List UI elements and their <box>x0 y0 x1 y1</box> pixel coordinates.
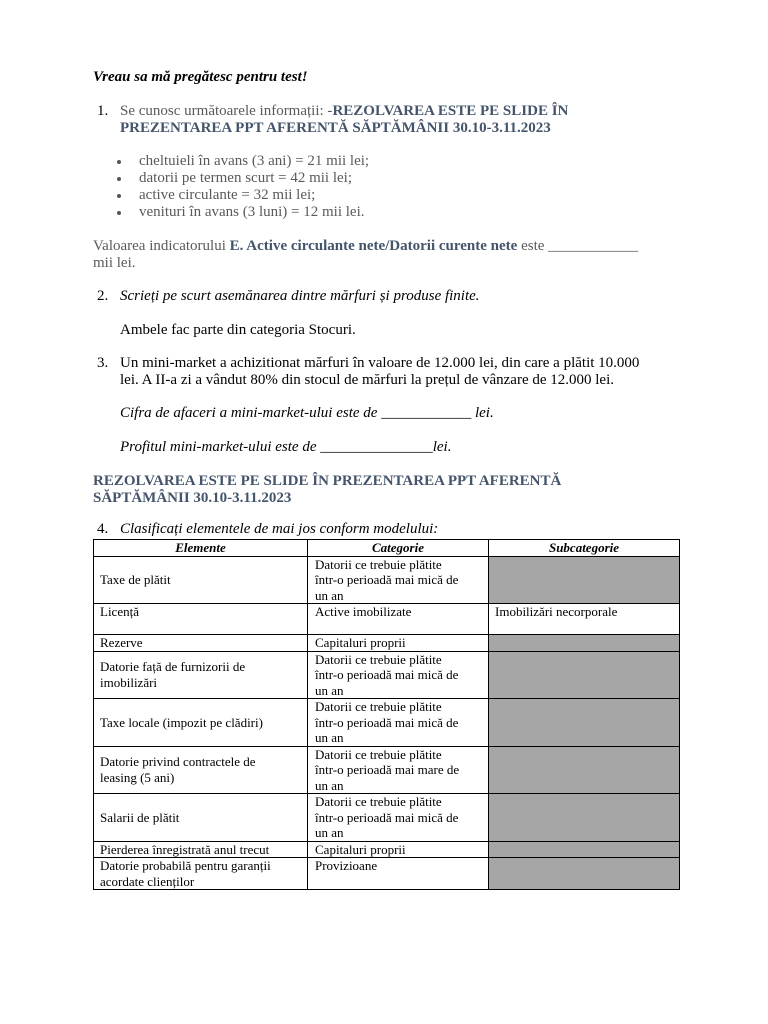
table-row <box>94 794 680 842</box>
bullet-icon <box>117 177 121 181</box>
subcategory-cell <box>489 651 680 699</box>
subcategory-cell <box>489 841 680 858</box>
q3-profit: Profitul mini-market-ului este de _______________lei. <box>120 439 452 455</box>
q1-indicator <box>93 238 638 255</box>
category-cell: Datorii ce trebuie plătite într-o perioadă mai mică de un an <box>308 651 489 699</box>
table-header-row <box>94 540 680 557</box>
q1-indicator-post: este ____________ <box>517 238 639 254</box>
q1-lead: Se cunosc următoarele informații: - <box>120 103 333 119</box>
subcategory-cell <box>489 794 680 842</box>
q1-note-line2: PREZENTAREA PPT AFERENTĂ SĂPTĂMÂNII 30.10-3.11.2023 <box>120 120 551 136</box>
element-cell: Datorie față de furnizorii de imobilizări <box>94 651 308 699</box>
q3-revenue: Cifra de afaceri a mini-market-ului este de ____________ lei. <box>120 405 494 421</box>
header-elemente: Elemente <box>94 540 308 557</box>
subcategory-cell <box>489 699 680 747</box>
table-row <box>94 699 680 747</box>
category-cell: Capitaluri proprii <box>308 841 489 858</box>
table-row <box>94 651 680 699</box>
note2-line1: REZOLVAREA ESTE PE SLIDE ÎN PREZENTAREA PPT AFERENTĂ <box>93 473 562 489</box>
q1-indicator-pre: Valoarea indicatorului <box>93 238 230 254</box>
q4-question: Clasificați elementele de mai jos conform modelului: <box>120 521 439 537</box>
q2-number: 2. <box>97 288 109 304</box>
table-row <box>94 858 680 890</box>
bullet-icon <box>117 160 121 164</box>
subcategory-cell <box>489 746 680 794</box>
element-cell: Datorie probabilă pentru garanții acordate clienților <box>94 858 308 890</box>
intro-heading: Vreau sa mă pregătesc pentru test! <box>93 69 308 85</box>
category-cell: Active imobilizate <box>308 604 489 635</box>
subcategory-cell <box>489 858 680 890</box>
q1-indicator-bold: E. Active circulante nete/Datorii curente nete <box>229 238 518 254</box>
category-cell: Provizioane <box>308 858 489 890</box>
header-categorie: Categorie <box>308 540 489 557</box>
q4-number: 4. <box>97 521 109 537</box>
category-cell: Datorii ce trebuie plătite într-o perioadă mai mare de un an <box>308 746 489 794</box>
bullet-icon <box>117 211 121 215</box>
element-cell: Taxe locale (impozit pe clădiri) <box>94 699 308 747</box>
q3-number: 3. <box>97 355 109 371</box>
bullet-icon <box>117 194 121 198</box>
category-cell: Datorii ce trebuie plătite într-o perioadă mai mică de un an <box>308 794 489 842</box>
note2-line2: SĂPTĂMÂNII 30.10-3.11.2023 <box>93 490 292 506</box>
element-cell: Pierderea înregistrată anul trecut <box>94 841 308 858</box>
q1-indicator-line2: mii lei. <box>93 255 136 271</box>
q2-question: Scrieți pe scurt asemănarea dintre mărfuri și produse finite. <box>120 288 480 304</box>
element-cell: Licență <box>94 604 308 635</box>
category-cell: Datorii ce trebuie plătite într-o perioadă mai mică de un an <box>308 699 489 747</box>
q1-number: 1. <box>97 103 109 119</box>
element-cell: Datorie privind contractele de leasing (5 ani) <box>94 746 308 794</box>
classification-table <box>93 539 680 890</box>
element-cell: Taxe de plătit <box>94 556 308 604</box>
table-row <box>94 604 680 635</box>
q1-line1 <box>120 103 568 120</box>
table-row <box>94 556 680 604</box>
subcategory-cell: Imobilizări necorporale <box>489 604 680 635</box>
subcategory-cell <box>489 635 680 652</box>
q1-bullet-4: venituri în avans (3 luni) = 12 mii lei. <box>139 204 365 220</box>
element-cell: Rezerve <box>94 635 308 652</box>
q2-answer: Ambele fac parte din categoria Stocuri. <box>120 322 356 338</box>
header-subcategorie: Subcategorie <box>489 540 680 557</box>
q1-bullet-2: datorii pe termen scurt = 42 mii lei; <box>139 170 352 186</box>
table-row <box>94 841 680 858</box>
element-cell: Salarii de plătit <box>94 794 308 842</box>
q3-line1: Un mini-market a achizitionat mărfuri în valoare de 12.000 lei, din care a plătit 10.000 <box>120 355 640 371</box>
category-cell: Datorii ce trebuie plătite într-o perioadă mai mică de un an <box>308 556 489 604</box>
table-row <box>94 635 680 652</box>
q3-line2: lei. A II-a zi a vândut 80% din stocul de mărfuri la prețul de vânzare de 12.000 lei. <box>120 372 614 388</box>
table-row <box>94 746 680 794</box>
q1-note-line1: REZOLVAREA ESTE PE SLIDE ÎN <box>332 103 569 119</box>
q1-bullet-3: active circulante = 32 mii lei; <box>139 187 316 203</box>
subcategory-cell <box>489 556 680 604</box>
q1-bullet-1: cheltuieli în avans (3 ani) = 21 mii lei; <box>139 153 370 169</box>
category-cell: Capitaluri proprii <box>308 635 489 652</box>
